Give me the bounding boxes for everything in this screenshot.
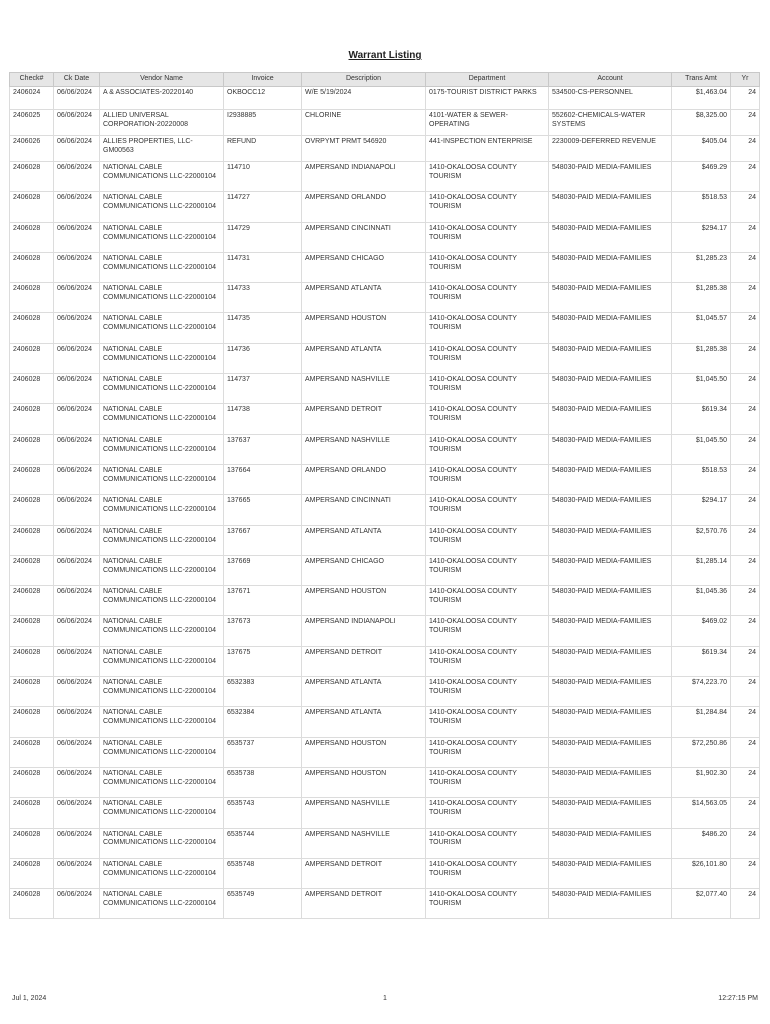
table-row [10, 192, 760, 222]
year-cell: 24 [731, 222, 760, 252]
department-cell: 1410-OKALOOSA COUNTY TOURISM [426, 525, 549, 555]
department-cell: 1410-OKALOOSA COUNTY TOURISM [426, 283, 549, 313]
department-cell: 1410-OKALOOSA COUNTY TOURISM [426, 858, 549, 888]
trans-amount-cell: $294.17 [672, 222, 731, 252]
year-cell: 24 [731, 707, 760, 737]
description-cell: AMPERSAND HOUSTON [302, 737, 426, 767]
table-row [10, 858, 760, 888]
year-cell: 24 [731, 858, 760, 888]
year-cell: 24 [731, 434, 760, 464]
description-cell: AMPERSAND NASHVILLE [302, 828, 426, 858]
invoice-number-cell: 6535748 [224, 858, 302, 888]
trans-amount-cell: $486.20 [672, 828, 731, 858]
page-title: Warrant Listing [348, 50, 422, 61]
account-cell: 548030-PAID MEDIA-FAMILIES [549, 586, 672, 616]
trans-amount-cell: $619.34 [672, 646, 731, 676]
check-date-cell: 06/06/2024 [54, 192, 100, 222]
account-cell: 548030-PAID MEDIA-FAMILIES [549, 858, 672, 888]
vendor-name-cell: NATIONAL CABLE COMMUNICATIONS LLC-22000104 [100, 283, 224, 313]
invoice-number-cell: 137669 [224, 555, 302, 585]
check-date-cell: 06/06/2024 [54, 858, 100, 888]
table-row [10, 110, 760, 136]
check-number-cell: 2406028 [10, 252, 54, 282]
department-cell: 1410-OKALOOSA COUNTY TOURISM [426, 343, 549, 373]
department-cell: 1410-OKALOOSA COUNTY TOURISM [426, 495, 549, 525]
description-cell: OVRPYMT PRMT 546920 [302, 136, 426, 162]
account-cell: 548030-PAID MEDIA-FAMILIES [549, 162, 672, 192]
table-row [10, 828, 760, 858]
table-row [10, 283, 760, 313]
account-cell: 534500-CS-PERSONNEL [549, 87, 672, 110]
check-number-cell: 2406028 [10, 646, 54, 676]
invoice-number-cell: OKBOCC12 [224, 87, 302, 110]
table-row [10, 767, 760, 797]
account-cell: 548030-PAID MEDIA-FAMILIES [549, 889, 672, 919]
description-cell: AMPERSAND DETROIT [302, 889, 426, 919]
description-cell: AMPERSAND HOUSTON [302, 313, 426, 343]
table-row [10, 889, 760, 919]
trans-amount-cell: $405.04 [672, 136, 731, 162]
check-date-cell: 06/06/2024 [54, 404, 100, 434]
trans-amount-cell: $26,101.80 [672, 858, 731, 888]
check-number-cell: 2406028 [10, 889, 54, 919]
invoice-number-cell: 137673 [224, 616, 302, 646]
description-cell: AMPERSAND ATLANTA [302, 343, 426, 373]
vendor-name-cell: NATIONAL CABLE COMMUNICATIONS LLC-22000104 [100, 737, 224, 767]
account-cell: 548030-PAID MEDIA-FAMILIES [549, 707, 672, 737]
year-cell: 24 [731, 343, 760, 373]
table-row [10, 162, 760, 192]
description-cell: AMPERSAND ATLANTA [302, 677, 426, 707]
description-cell: AMPERSAND HOUSTON [302, 767, 426, 797]
vendor-name-cell: NATIONAL CABLE COMMUNICATIONS LLC-22000104 [100, 222, 224, 252]
check-date-cell: 06/06/2024 [54, 707, 100, 737]
account-cell: 548030-PAID MEDIA-FAMILIES [549, 222, 672, 252]
year-cell: 24 [731, 828, 760, 858]
check-date-cell: 06/06/2024 [54, 162, 100, 192]
check-date-cell: 06/06/2024 [54, 616, 100, 646]
trans-amount-cell: $518.53 [672, 464, 731, 494]
invoice-number-cell: 137664 [224, 464, 302, 494]
account-cell: 548030-PAID MEDIA-FAMILIES [549, 555, 672, 585]
check-number-cell: 2406028 [10, 707, 54, 737]
vendor-name-cell: ALLIES PROPERTIES, LLC-GM00563 [100, 136, 224, 162]
check-number-cell: 2406028 [10, 616, 54, 646]
invoice-number-cell: 6535737 [224, 737, 302, 767]
invoice-number-cell: 6535743 [224, 798, 302, 828]
department-cell: 1410-OKALOOSA COUNTY TOURISM [426, 586, 549, 616]
year-cell: 24 [731, 798, 760, 828]
table-row [10, 252, 760, 282]
column-header: Invoice [224, 73, 302, 87]
column-header: Vendor Name [100, 73, 224, 87]
check-date-cell: 06/06/2024 [54, 434, 100, 464]
department-cell: 1410-OKALOOSA COUNTY TOURISM [426, 707, 549, 737]
table-row [10, 404, 760, 434]
account-cell: 548030-PAID MEDIA-FAMILIES [549, 616, 672, 646]
trans-amount-cell: $1,285.38 [672, 343, 731, 373]
department-cell: 1410-OKALOOSA COUNTY TOURISM [426, 374, 549, 404]
trans-amount-cell: $469.29 [672, 162, 731, 192]
description-cell: AMPERSAND ATLANTA [302, 283, 426, 313]
trans-amount-cell: $14,563.05 [672, 798, 731, 828]
check-date-cell: 06/06/2024 [54, 737, 100, 767]
check-number-cell: 2406028 [10, 858, 54, 888]
trans-amount-cell: $1,285.23 [672, 252, 731, 282]
year-cell: 24 [731, 737, 760, 767]
account-cell: 548030-PAID MEDIA-FAMILIES [549, 677, 672, 707]
description-cell: AMPERSAND DETROIT [302, 404, 426, 434]
vendor-name-cell: NATIONAL CABLE COMMUNICATIONS LLC-22000104 [100, 828, 224, 858]
account-cell: 548030-PAID MEDIA-FAMILIES [549, 646, 672, 676]
check-number-cell: 2406028 [10, 162, 54, 192]
table-row [10, 374, 760, 404]
table-row [10, 707, 760, 737]
department-cell: 1410-OKALOOSA COUNTY TOURISM [426, 464, 549, 494]
trans-amount-cell: $1,463.04 [672, 87, 731, 110]
description-cell: AMPERSAND DETROIT [302, 646, 426, 676]
check-number-cell: 2406024 [10, 87, 54, 110]
account-cell: 548030-PAID MEDIA-FAMILIES [549, 767, 672, 797]
account-cell: 548030-PAID MEDIA-FAMILIES [549, 343, 672, 373]
column-header: Check# [10, 73, 54, 87]
table-row [10, 737, 760, 767]
table-row [10, 222, 760, 252]
trans-amount-cell: $1,902.30 [672, 767, 731, 797]
vendor-name-cell: ALLIED UNIVERSAL CORPORATION-20220008 [100, 110, 224, 136]
invoice-number-cell: 114733 [224, 283, 302, 313]
check-number-cell: 2406025 [10, 110, 54, 136]
invoice-number-cell: 137671 [224, 586, 302, 616]
year-cell: 24 [731, 525, 760, 555]
check-number-cell: 2406028 [10, 495, 54, 525]
invoice-number-cell: 114736 [224, 343, 302, 373]
check-number-cell: 2406028 [10, 374, 54, 404]
check-date-cell: 06/06/2024 [54, 586, 100, 616]
department-cell: 1410-OKALOOSA COUNTY TOURISM [426, 828, 549, 858]
department-cell: 1410-OKALOOSA COUNTY TOURISM [426, 555, 549, 585]
year-cell: 24 [731, 374, 760, 404]
account-cell: 548030-PAID MEDIA-FAMILIES [549, 737, 672, 767]
check-date-cell: 06/06/2024 [54, 646, 100, 676]
check-date-cell: 06/06/2024 [54, 798, 100, 828]
check-number-cell: 2406028 [10, 313, 54, 343]
description-cell: AMPERSAND HOUSTON [302, 586, 426, 616]
invoice-number-cell: 137675 [224, 646, 302, 676]
year-cell: 24 [731, 110, 760, 136]
department-cell: 1410-OKALOOSA COUNTY TOURISM [426, 798, 549, 828]
account-cell: 548030-PAID MEDIA-FAMILIES [549, 252, 672, 282]
account-cell: 548030-PAID MEDIA-FAMILIES [549, 283, 672, 313]
year-cell: 24 [731, 162, 760, 192]
check-number-cell: 2406028 [10, 404, 54, 434]
check-number-cell: 2406026 [10, 136, 54, 162]
check-date-cell: 06/06/2024 [54, 374, 100, 404]
table-row [10, 464, 760, 494]
footer-page-number: 1 [383, 995, 387, 1002]
check-number-cell: 2406028 [10, 464, 54, 494]
description-cell: AMPERSAND NASHVILLE [302, 798, 426, 828]
invoice-number-cell: 6535749 [224, 889, 302, 919]
year-cell: 24 [731, 464, 760, 494]
vendor-name-cell: NATIONAL CABLE COMMUNICATIONS LLC-22000104 [100, 798, 224, 828]
trans-amount-cell: $1,045.36 [672, 586, 731, 616]
invoice-number-cell: REFUND [224, 136, 302, 162]
vendor-name-cell: NATIONAL CABLE COMMUNICATIONS LLC-22000104 [100, 707, 224, 737]
description-cell: W/E 5/19/2024 [302, 87, 426, 110]
description-cell: AMPERSAND ORLANDO [302, 192, 426, 222]
table-row [10, 434, 760, 464]
table-row [10, 525, 760, 555]
invoice-number-cell: 137667 [224, 525, 302, 555]
description-cell: AMPERSAND CHICAGO [302, 252, 426, 282]
year-cell: 24 [731, 889, 760, 919]
trans-amount-cell: $1,285.38 [672, 283, 731, 313]
invoice-number-cell: 6532383 [224, 677, 302, 707]
column-header: Description [302, 73, 426, 87]
account-cell: 548030-PAID MEDIA-FAMILIES [549, 464, 672, 494]
table-row [10, 646, 760, 676]
check-date-cell: 06/06/2024 [54, 136, 100, 162]
check-number-cell: 2406028 [10, 222, 54, 252]
vendor-name-cell: NATIONAL CABLE COMMUNICATIONS LLC-22000104 [100, 677, 224, 707]
table-row [10, 586, 760, 616]
description-cell: AMPERSAND NASHVILLE [302, 434, 426, 464]
trans-amount-cell: $1,045.57 [672, 313, 731, 343]
department-cell: 1410-OKALOOSA COUNTY TOURISM [426, 222, 549, 252]
department-cell: 441-INSPECTION ENTERPRISE [426, 136, 549, 162]
year-cell: 24 [731, 646, 760, 676]
check-number-cell: 2406028 [10, 586, 54, 616]
invoice-number-cell: 114727 [224, 192, 302, 222]
check-number-cell: 2406028 [10, 343, 54, 373]
invoice-number-cell: 137665 [224, 495, 302, 525]
trans-amount-cell: $619.34 [672, 404, 731, 434]
account-cell: 548030-PAID MEDIA-FAMILIES [549, 374, 672, 404]
table-row [10, 677, 760, 707]
trans-amount-cell: $469.02 [672, 616, 731, 646]
description-cell: CHLORINE [302, 110, 426, 136]
check-date-cell: 06/06/2024 [54, 525, 100, 555]
account-cell: 548030-PAID MEDIA-FAMILIES [549, 798, 672, 828]
column-header: Department [426, 73, 549, 87]
year-cell: 24 [731, 283, 760, 313]
footer-date: Jul 1, 2024 [12, 995, 47, 1002]
year-cell: 24 [731, 616, 760, 646]
vendor-name-cell: NATIONAL CABLE COMMUNICATIONS LLC-22000104 [100, 343, 224, 373]
invoice-number-cell: I2938885 [224, 110, 302, 136]
trans-amount-cell: $294.17 [672, 495, 731, 525]
check-date-cell: 06/06/2024 [54, 677, 100, 707]
invoice-number-cell: 114729 [224, 222, 302, 252]
table-row [10, 495, 760, 525]
invoice-number-cell: 114731 [224, 252, 302, 282]
year-cell: 24 [731, 192, 760, 222]
account-cell: 548030-PAID MEDIA-FAMILIES [549, 495, 672, 525]
account-cell: 548030-PAID MEDIA-FAMILIES [549, 313, 672, 343]
table-body [10, 87, 760, 919]
table-row [10, 313, 760, 343]
table-row [10, 798, 760, 828]
description-cell: AMPERSAND CHICAGO [302, 555, 426, 585]
year-cell: 24 [731, 404, 760, 434]
department-cell: 1410-OKALOOSA COUNTY TOURISM [426, 313, 549, 343]
check-number-cell: 2406028 [10, 737, 54, 767]
vendor-name-cell: NATIONAL CABLE COMMUNICATIONS LLC-22000104 [100, 646, 224, 676]
invoice-number-cell: 6532384 [224, 707, 302, 737]
check-date-cell: 06/06/2024 [54, 313, 100, 343]
vendor-name-cell: NATIONAL CABLE COMMUNICATIONS LLC-22000104 [100, 586, 224, 616]
description-cell: AMPERSAND INDIANAPOLI [302, 616, 426, 646]
check-number-cell: 2406028 [10, 434, 54, 464]
invoice-number-cell: 6535744 [224, 828, 302, 858]
description-cell: AMPERSAND ATLANTA [302, 525, 426, 555]
department-cell: 1410-OKALOOSA COUNTY TOURISM [426, 737, 549, 767]
column-header: Yr [731, 73, 760, 87]
check-number-cell: 2406028 [10, 192, 54, 222]
vendor-name-cell: NATIONAL CABLE COMMUNICATIONS LLC-22000104 [100, 192, 224, 222]
department-cell: 1410-OKALOOSA COUNTY TOURISM [426, 677, 549, 707]
invoice-number-cell: 6535738 [224, 767, 302, 797]
year-cell: 24 [731, 136, 760, 162]
description-cell: AMPERSAND INDIANAPOLI [302, 162, 426, 192]
table-row [10, 616, 760, 646]
year-cell: 24 [731, 586, 760, 616]
invoice-number-cell: 114735 [224, 313, 302, 343]
check-date-cell: 06/06/2024 [54, 110, 100, 136]
column-header: Trans Amt [672, 73, 731, 87]
description-cell: AMPERSAND CINCINNATI [302, 222, 426, 252]
footer-time: 12:27:15 PM [718, 995, 758, 1002]
check-number-cell: 2406028 [10, 798, 54, 828]
department-cell: 1410-OKALOOSA COUNTY TOURISM [426, 767, 549, 797]
department-cell: 1410-OKALOOSA COUNTY TOURISM [426, 162, 549, 192]
account-cell: 2230009-DEFERRED REVENUE [549, 136, 672, 162]
department-cell: 1410-OKALOOSA COUNTY TOURISM [426, 616, 549, 646]
table-header-row [10, 73, 760, 87]
invoice-number-cell: 137637 [224, 434, 302, 464]
vendor-name-cell: NATIONAL CABLE COMMUNICATIONS LLC-22000104 [100, 616, 224, 646]
account-cell: 548030-PAID MEDIA-FAMILIES [549, 828, 672, 858]
trans-amount-cell: $1,284.84 [672, 707, 731, 737]
vendor-name-cell: NATIONAL CABLE COMMUNICATIONS LLC-22000104 [100, 767, 224, 797]
check-date-cell: 06/06/2024 [54, 343, 100, 373]
check-date-cell: 06/06/2024 [54, 252, 100, 282]
description-cell: AMPERSAND DETROIT [302, 858, 426, 888]
year-cell: 24 [731, 87, 760, 110]
trans-amount-cell: $1,285.14 [672, 555, 731, 585]
vendor-name-cell: NATIONAL CABLE COMMUNICATIONS LLC-22000104 [100, 555, 224, 585]
trans-amount-cell: $1,045.50 [672, 434, 731, 464]
invoice-number-cell: 114737 [224, 374, 302, 404]
vendor-name-cell: NATIONAL CABLE COMMUNICATIONS LLC-22000104 [100, 374, 224, 404]
year-cell: 24 [731, 313, 760, 343]
vendor-name-cell: NATIONAL CABLE COMMUNICATIONS LLC-22000104 [100, 464, 224, 494]
trans-amount-cell: $2,077.40 [672, 889, 731, 919]
vendor-name-cell: A & ASSOCIATES-20220140 [100, 87, 224, 110]
vendor-name-cell: NATIONAL CABLE COMMUNICATIONS LLC-22000104 [100, 889, 224, 919]
check-date-cell: 06/06/2024 [54, 767, 100, 797]
vendor-name-cell: NATIONAL CABLE COMMUNICATIONS LLC-22000104 [100, 525, 224, 555]
department-cell: 1410-OKALOOSA COUNTY TOURISM [426, 192, 549, 222]
department-cell: 1410-OKALOOSA COUNTY TOURISM [426, 646, 549, 676]
table-row [10, 136, 760, 162]
table-row [10, 343, 760, 373]
check-date-cell: 06/06/2024 [54, 464, 100, 494]
check-number-cell: 2406028 [10, 677, 54, 707]
year-cell: 24 [731, 252, 760, 282]
check-date-cell: 06/06/2024 [54, 495, 100, 525]
trans-amount-cell: $8,325.00 [672, 110, 731, 136]
check-number-cell: 2406028 [10, 555, 54, 585]
trans-amount-cell: $74,223.70 [672, 677, 731, 707]
description-cell: AMPERSAND ATLANTA [302, 707, 426, 737]
vendor-name-cell: NATIONAL CABLE COMMUNICATIONS LLC-22000104 [100, 858, 224, 888]
vendor-name-cell: NATIONAL CABLE COMMUNICATIONS LLC-22000104 [100, 162, 224, 192]
vendor-name-cell: NATIONAL CABLE COMMUNICATIONS LLC-22000104 [100, 434, 224, 464]
check-date-cell: 06/06/2024 [54, 87, 100, 110]
check-date-cell: 06/06/2024 [54, 283, 100, 313]
department-cell: 1410-OKALOOSA COUNTY TOURISM [426, 889, 549, 919]
description-cell: AMPERSAND CINCINNATI [302, 495, 426, 525]
table-row [10, 87, 760, 110]
vendor-name-cell: NATIONAL CABLE COMMUNICATIONS LLC-22000104 [100, 313, 224, 343]
check-date-cell: 06/06/2024 [54, 222, 100, 252]
trans-amount-cell: $2,570.76 [672, 525, 731, 555]
invoice-number-cell: 114710 [224, 162, 302, 192]
check-number-cell: 2406028 [10, 828, 54, 858]
year-cell: 24 [731, 555, 760, 585]
account-cell: 548030-PAID MEDIA-FAMILIES [549, 434, 672, 464]
description-cell: AMPERSAND ORLANDO [302, 464, 426, 494]
description-cell: AMPERSAND NASHVILLE [302, 374, 426, 404]
table-row [10, 555, 760, 585]
account-cell: 548030-PAID MEDIA-FAMILIES [549, 525, 672, 555]
department-cell: 4101-WATER & SEWER-OPERATING [426, 110, 549, 136]
vendor-name-cell: NATIONAL CABLE COMMUNICATIONS LLC-22000104 [100, 252, 224, 282]
check-number-cell: 2406028 [10, 283, 54, 313]
check-date-cell: 06/06/2024 [54, 555, 100, 585]
department-cell: 1410-OKALOOSA COUNTY TOURISM [426, 404, 549, 434]
vendor-name-cell: NATIONAL CABLE COMMUNICATIONS LLC-22000104 [100, 404, 224, 434]
department-cell: 0175-TOURIST DISTRICT PARKS [426, 87, 549, 110]
check-date-cell: 06/06/2024 [54, 889, 100, 919]
year-cell: 24 [731, 767, 760, 797]
check-date-cell: 06/06/2024 [54, 828, 100, 858]
year-cell: 24 [731, 495, 760, 525]
invoice-number-cell: 114738 [224, 404, 302, 434]
account-cell: 548030-PAID MEDIA-FAMILIES [549, 404, 672, 434]
account-cell: 548030-PAID MEDIA-FAMILIES [549, 192, 672, 222]
column-header: Account [549, 73, 672, 87]
check-number-cell: 2406028 [10, 525, 54, 555]
warrant-table [9, 72, 760, 919]
trans-amount-cell: $518.53 [672, 192, 731, 222]
trans-amount-cell: $72,250.86 [672, 737, 731, 767]
department-cell: 1410-OKALOOSA COUNTY TOURISM [426, 252, 549, 282]
trans-amount-cell: $1,045.50 [672, 374, 731, 404]
check-number-cell: 2406028 [10, 767, 54, 797]
column-header: Ck Date [54, 73, 100, 87]
vendor-name-cell: NATIONAL CABLE COMMUNICATIONS LLC-22000104 [100, 495, 224, 525]
department-cell: 1410-OKALOOSA COUNTY TOURISM [426, 434, 549, 464]
year-cell: 24 [731, 677, 760, 707]
account-cell: 552602-CHEMICALS-WATER SYSTEMS [549, 110, 672, 136]
